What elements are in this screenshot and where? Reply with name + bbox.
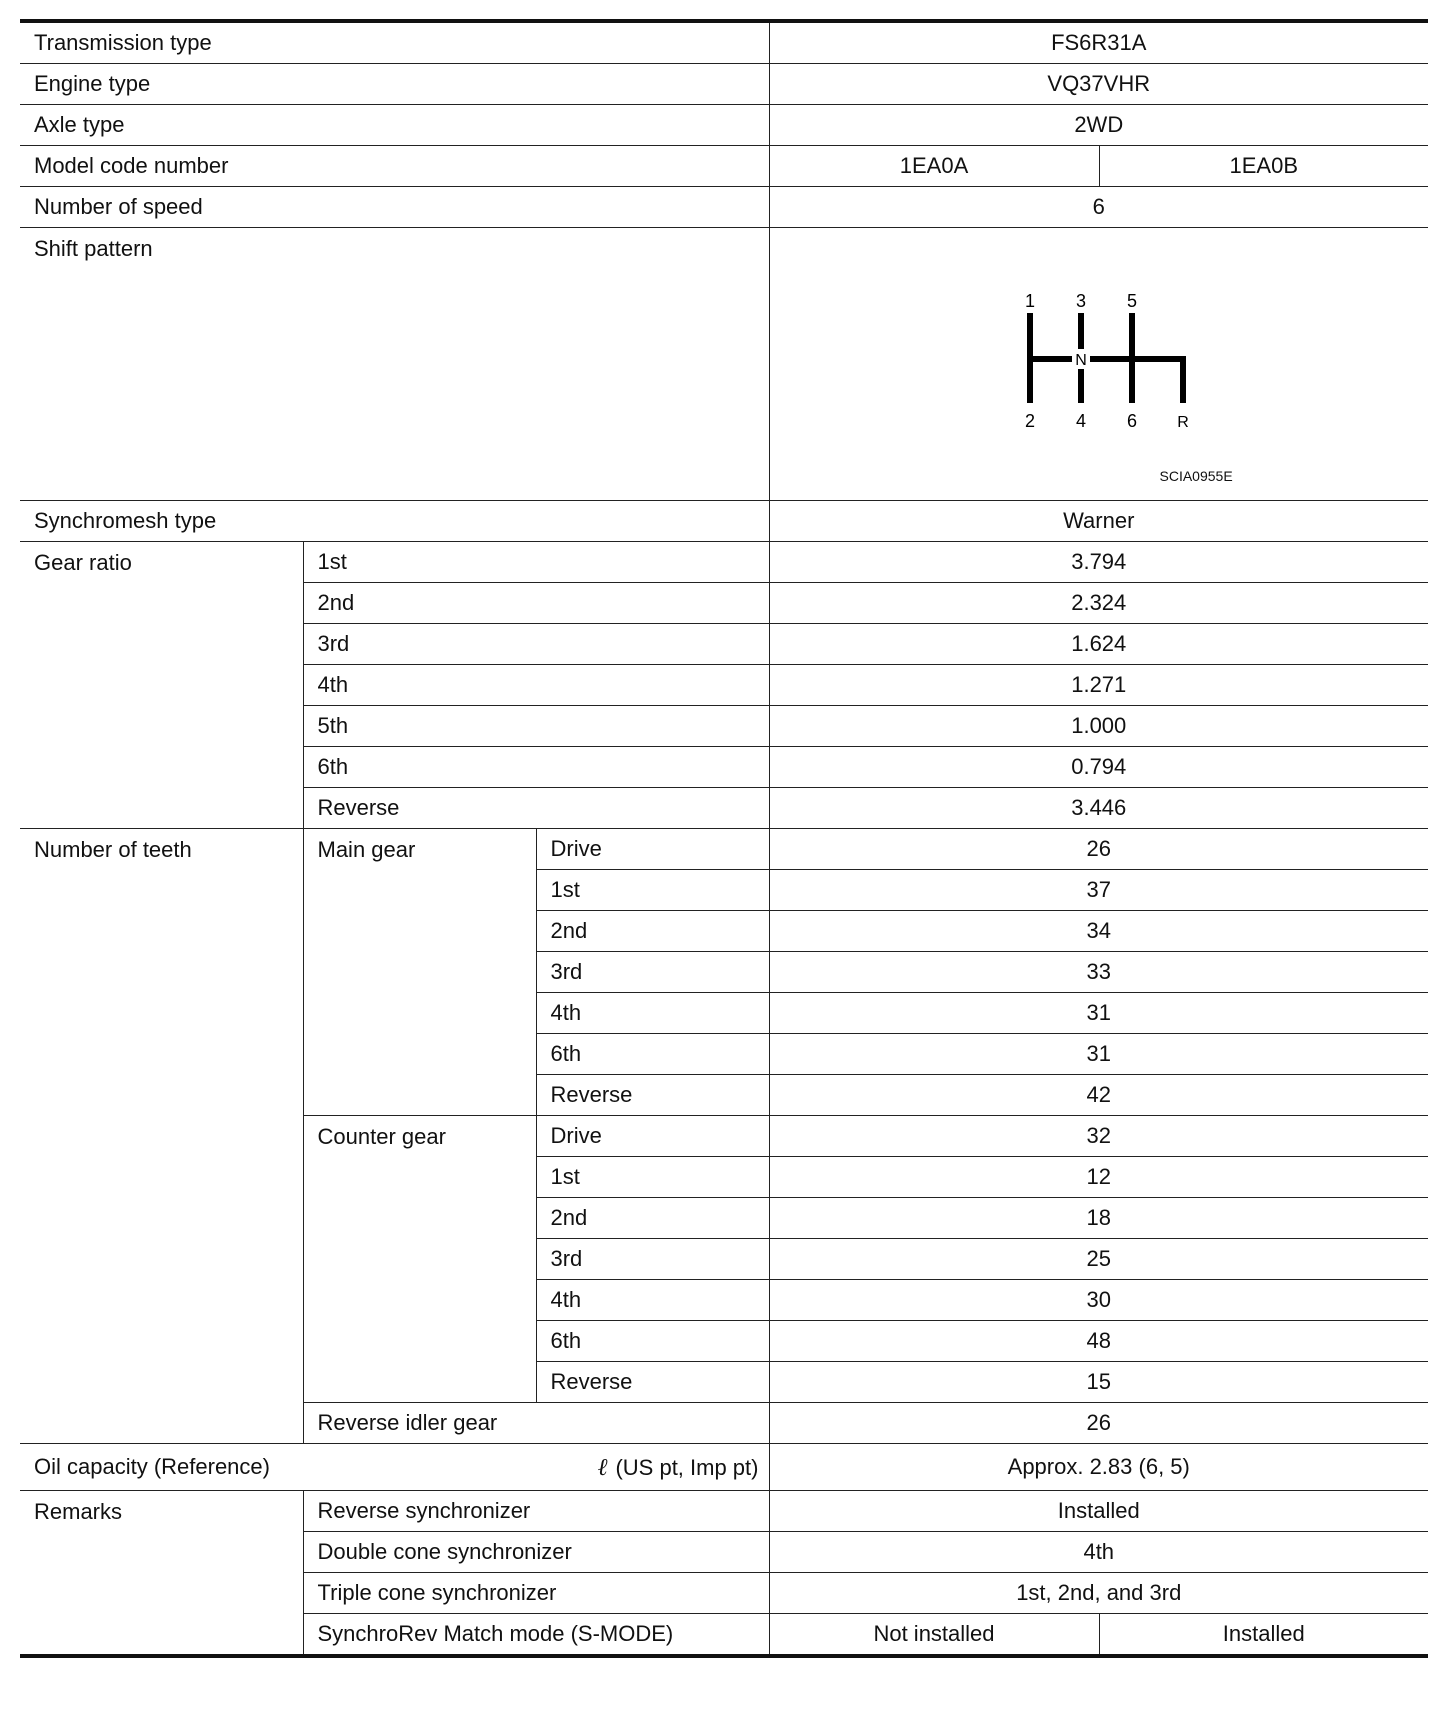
main-gear-value: 42: [769, 1075, 1428, 1116]
main-gear-value: 31: [769, 1034, 1428, 1075]
value-oil-capacity: Approx. 2.83 (6, 5): [769, 1444, 1428, 1491]
label-triple-cone: Triple cone synchronizer: [303, 1573, 769, 1614]
gear-label-5: 5: [1126, 291, 1137, 311]
gear-ratio-value: 3.794: [769, 542, 1428, 583]
oil-capacity-unit-text: (US pt, Imp pt): [615, 1455, 759, 1480]
gear-ratio-gear: 2nd: [303, 583, 769, 624]
label-double-cone: Double cone synchronizer: [303, 1532, 769, 1573]
value-model-code-a: 1EA0A: [769, 146, 1099, 187]
label-counter-gear: Counter gear: [303, 1116, 536, 1403]
main-gear-item: 2nd: [536, 911, 769, 952]
value-reverse-idler: 26: [769, 1403, 1428, 1444]
figure-code: SCIA0955E: [1159, 468, 1233, 484]
value-axle-type: 2WD: [769, 105, 1428, 146]
main-gear-item: 3rd: [536, 952, 769, 993]
main-gear-value: 37: [769, 870, 1428, 911]
counter-gear-value: 25: [769, 1239, 1428, 1280]
main-gear-item: Reverse: [536, 1075, 769, 1116]
row-transmission-type: [20, 21, 1428, 64]
main-gear-value: 26: [769, 829, 1428, 870]
counter-gear-item: 1st: [536, 1157, 769, 1198]
gear-ratio-value: 0.794: [769, 747, 1428, 788]
value-synchrorev-a: Not installed: [769, 1614, 1099, 1657]
value-synchrorev-b: Installed: [1099, 1614, 1428, 1657]
specification-table: [20, 19, 1428, 1658]
label-engine-type: Engine type: [20, 64, 769, 105]
label-axle-type: Axle type: [20, 105, 769, 146]
gear-ratio-value: 1.000: [769, 706, 1428, 747]
shift-pattern-cell: [769, 228, 1428, 501]
main-gear-item: Drive: [536, 829, 769, 870]
gear-ratio-value: 3.446: [769, 788, 1428, 829]
value-triple-cone: 1st, 2nd, and 3rd: [769, 1573, 1428, 1614]
counter-gear-item: Reverse: [536, 1362, 769, 1403]
value-number-of-speed: 6: [769, 187, 1428, 228]
row-oil-capacity: [20, 1444, 1428, 1491]
gear-ratio-gear: Reverse: [303, 788, 769, 829]
value-reverse-synchronizer: Installed: [769, 1491, 1428, 1532]
label-main-gear: Main gear: [303, 829, 536, 1116]
label-model-code: Model code number: [20, 146, 769, 187]
counter-gear-item: 2nd: [536, 1198, 769, 1239]
gear-ratio-gear: 3rd: [303, 624, 769, 665]
row-model-code: [20, 146, 1428, 187]
gear-ratio-value: 2.324: [769, 583, 1428, 624]
counter-gear-value: 12: [769, 1157, 1428, 1198]
label-synchromesh-type: Synchromesh type: [20, 501, 769, 542]
label-number-of-teeth: Number of teeth: [20, 829, 303, 1444]
table-row: [20, 542, 1428, 583]
counter-gear-value: 18: [769, 1198, 1428, 1239]
gear-label-1: 1: [1024, 291, 1035, 311]
gear-label-4: 4: [1075, 411, 1086, 429]
row-axle-type: [20, 105, 1428, 146]
value-engine-type: VQ37VHR: [769, 64, 1428, 105]
row-engine-type: [20, 64, 1428, 105]
main-gear-value: 33: [769, 952, 1428, 993]
gear-label-3: 3: [1075, 291, 1086, 311]
gear-label-2: 2: [1024, 411, 1035, 429]
main-gear-value: 34: [769, 911, 1428, 952]
label-reverse-idler: Reverse idler gear: [303, 1403, 769, 1444]
main-gear-item: 1st: [536, 870, 769, 911]
label-synchrorev: SynchroRev Match mode (S-MODE): [303, 1614, 769, 1657]
label-oil-capacity: Oil capacity (Reference): [20, 1444, 536, 1491]
row-synchromesh-type: [20, 501, 1428, 542]
gear-ratio-gear: 4th: [303, 665, 769, 706]
row-shift-pattern: [20, 228, 1428, 501]
shift-pattern-diagram: [1008, 289, 1198, 429]
label-gear-ratio: Gear ratio: [20, 542, 303, 829]
liter-symbol: ℓ: [597, 1453, 608, 1481]
gear-label-6: 6: [1126, 411, 1137, 429]
label-transmission-type: Transmission type: [20, 21, 769, 64]
value-model-code-b: 1EA0B: [1099, 146, 1428, 187]
value-double-cone: 4th: [769, 1532, 1428, 1573]
counter-gear-value: 32: [769, 1116, 1428, 1157]
counter-gear-item: 4th: [536, 1280, 769, 1321]
gear-ratio-gear: 1st: [303, 542, 769, 583]
oil-capacity-unit: [536, 1444, 769, 1491]
counter-gear-value: 48: [769, 1321, 1428, 1362]
gear-ratio-value: 1.271: [769, 665, 1428, 706]
label-remarks: Remarks: [20, 1491, 303, 1657]
label-number-of-speed: Number of speed: [20, 187, 769, 228]
label-reverse-synchronizer: Reverse synchronizer: [303, 1491, 769, 1532]
value-synchromesh-type: Warner: [769, 501, 1428, 542]
counter-gear-item: Drive: [536, 1116, 769, 1157]
main-gear-item: 6th: [536, 1034, 769, 1075]
gear-ratio-gear: 6th: [303, 747, 769, 788]
row-remarks: [20, 1491, 1428, 1532]
main-gear-item: 4th: [536, 993, 769, 1034]
counter-gear-value: 30: [769, 1280, 1428, 1321]
table-row: [20, 829, 1428, 870]
main-gear-value: 31: [769, 993, 1428, 1034]
gear-label-n: N: [1074, 352, 1087, 369]
row-number-of-speed: [20, 187, 1428, 228]
label-shift-pattern: Shift pattern: [20, 228, 769, 501]
counter-gear-item: 6th: [536, 1321, 769, 1362]
counter-gear-value: 15: [769, 1362, 1428, 1403]
gear-ratio-gear: 5th: [303, 706, 769, 747]
counter-gear-item: 3rd: [536, 1239, 769, 1280]
gear-ratio-value: 1.624: [769, 624, 1428, 665]
gear-label-r: R: [1176, 414, 1189, 429]
value-transmission-type: FS6R31A: [769, 21, 1428, 64]
